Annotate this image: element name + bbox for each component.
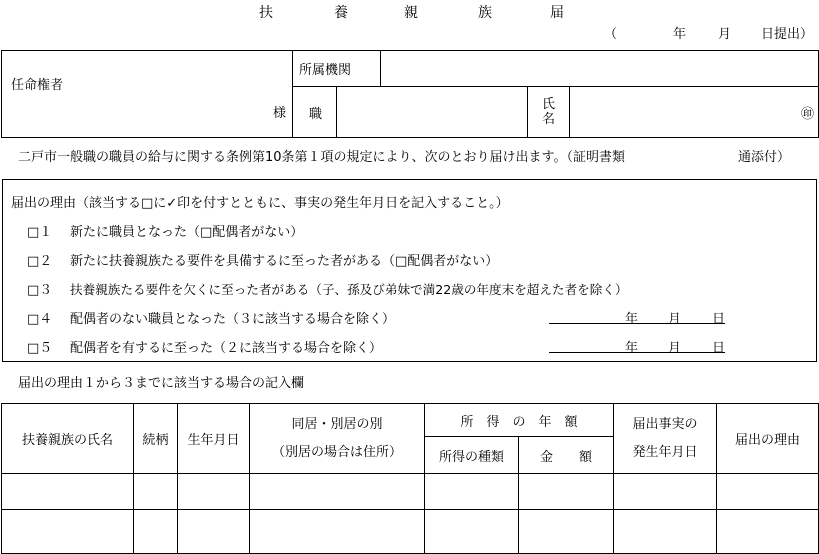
- reason-5-date-underline[interactable]: [549, 352, 725, 353]
- reason-4-date-day: 日: [712, 312, 726, 327]
- table-cell[interactable]: [717, 510, 819, 554]
- col-amount-label: 金 額: [540, 449, 593, 465]
- title-char: 扶: [259, 5, 273, 21]
- name-label-cell: [528, 87, 570, 138]
- table-cell[interactable]: [2, 474, 134, 510]
- header-table: [1, 50, 819, 138]
- dependents-table: [1, 403, 819, 554]
- reason-2-checkbox[interactable]: □２: [27, 254, 53, 269]
- col-annual-income: [425, 404, 614, 437]
- col-dependent-name-label: 扶養親族の氏名: [21, 433, 113, 448]
- position-value-cell[interactable]: [337, 87, 528, 138]
- col-event-date-label-1: 届出事実の: [632, 416, 698, 432]
- date-month: 月: [718, 27, 732, 42]
- table-row: [2, 474, 819, 510]
- reasons-box: [2, 179, 817, 362]
- col-cohabitation: [250, 404, 425, 474]
- reason-5-date-month: 月: [668, 341, 682, 356]
- reason-4-checkbox[interactable]: □４: [27, 312, 53, 327]
- date-open-paren: （: [604, 27, 618, 42]
- intro-tsuu: 通添付）: [738, 150, 791, 165]
- col-cohabitation-label-2: （別居の場合は住所）: [271, 444, 402, 460]
- reason-4-date-year: 年: [625, 312, 639, 327]
- reason-5-date-year: 年: [625, 341, 639, 356]
- reason-4-date-underline[interactable]: [549, 323, 725, 324]
- col-birthdate-label: 生年月日: [187, 433, 240, 448]
- title-char: 養: [334, 5, 348, 21]
- col-event-date: [614, 404, 717, 474]
- reason-5-checkbox[interactable]: □５: [27, 341, 53, 356]
- reason-3-text: 扶養親族たる要件を欠くに至った者がある（子、孫及び弟妹で満22歳の年度末を超えた者を除く）: [70, 282, 628, 297]
- table-cell[interactable]: [614, 510, 717, 554]
- title-char: 族: [478, 5, 492, 21]
- reason-5-text: 配偶者を有するに至った（２に該当する場合を除く）: [70, 341, 383, 356]
- table-cell[interactable]: [134, 474, 178, 510]
- col-amount: [519, 437, 614, 474]
- table-cell[interactable]: [178, 474, 250, 510]
- appointer-label: 任命権者: [11, 78, 64, 93]
- date-day-submit: 日提出）: [761, 27, 814, 42]
- table-cell[interactable]: [425, 474, 519, 510]
- col-income-type-label: 所得の種類: [438, 449, 504, 465]
- name-label-1: 氏: [542, 97, 556, 112]
- reason-4-date-month: 月: [668, 312, 682, 327]
- reason-2-text: 新たに扶養親族たる要件を具備するに至った者がある（□配偶者がない）: [70, 254, 499, 269]
- affiliation-label-cell: [293, 51, 381, 87]
- seal-mark: ㊞: [801, 106, 815, 122]
- col-income-type: [425, 437, 519, 474]
- sama-label: 様: [272, 106, 286, 121]
- reason-3-checkbox[interactable]: □３: [27, 283, 53, 298]
- col-relation-label: 続柄: [142, 433, 169, 448]
- reason-5-date-day: 日: [712, 341, 726, 356]
- col-relation: [134, 404, 178, 474]
- reason-4-text: 配偶者のない職員となった（３に該当する場合を除く）: [70, 312, 396, 327]
- table-cell[interactable]: [519, 474, 614, 510]
- name-label-2: 名: [542, 112, 556, 127]
- title-char: 届: [550, 5, 564, 21]
- table-cell[interactable]: [134, 510, 178, 554]
- affiliation-label: 所属機関: [299, 63, 352, 78]
- table-cell[interactable]: [425, 510, 519, 554]
- col-reason: [717, 404, 819, 474]
- col-dependent-name: [2, 404, 134, 474]
- col-event-date-label-2: 発生年月日: [632, 444, 698, 460]
- table-cell[interactable]: [250, 474, 425, 510]
- reason-1-text: 新たに職員となった（□配偶者がない）: [70, 225, 304, 240]
- table-caption: 届出の理由１から３までに該当する場合の記入欄: [18, 376, 305, 391]
- table-cell[interactable]: [519, 510, 614, 554]
- date-year: 年: [673, 27, 687, 42]
- table-row: [2, 510, 819, 554]
- table-cell[interactable]: [717, 474, 819, 510]
- affiliation-value-cell[interactable]: [381, 51, 819, 87]
- position-label: 職: [309, 106, 323, 122]
- table-cell[interactable]: [250, 510, 425, 554]
- title-char: 親: [404, 5, 418, 21]
- col-annual-income-label: 所 得 の 年 額: [460, 414, 578, 430]
- table-cell[interactable]: [614, 474, 717, 510]
- table-cell[interactable]: [2, 510, 134, 554]
- appointer-cell: [2, 51, 293, 138]
- reasons-heading: 届出の理由（該当する□に✓印を付すとともに、事実の発生年月日を記入すること。）: [11, 196, 509, 211]
- intro-text: 二戸市一般職の職員の給与に関する条例第10条第１項の規定により、次のとおり届け出ます。（証明書類: [18, 150, 626, 165]
- position-label-cell: [293, 87, 337, 138]
- reason-1-checkbox[interactable]: □１: [27, 225, 53, 240]
- col-cohabitation-label-1: 同居・別居の別: [291, 416, 383, 432]
- table-cell[interactable]: [178, 510, 250, 554]
- col-reason-label: 届出の理由: [735, 433, 801, 448]
- name-value-cell[interactable]: [570, 87, 819, 138]
- col-birthdate: [178, 404, 250, 474]
